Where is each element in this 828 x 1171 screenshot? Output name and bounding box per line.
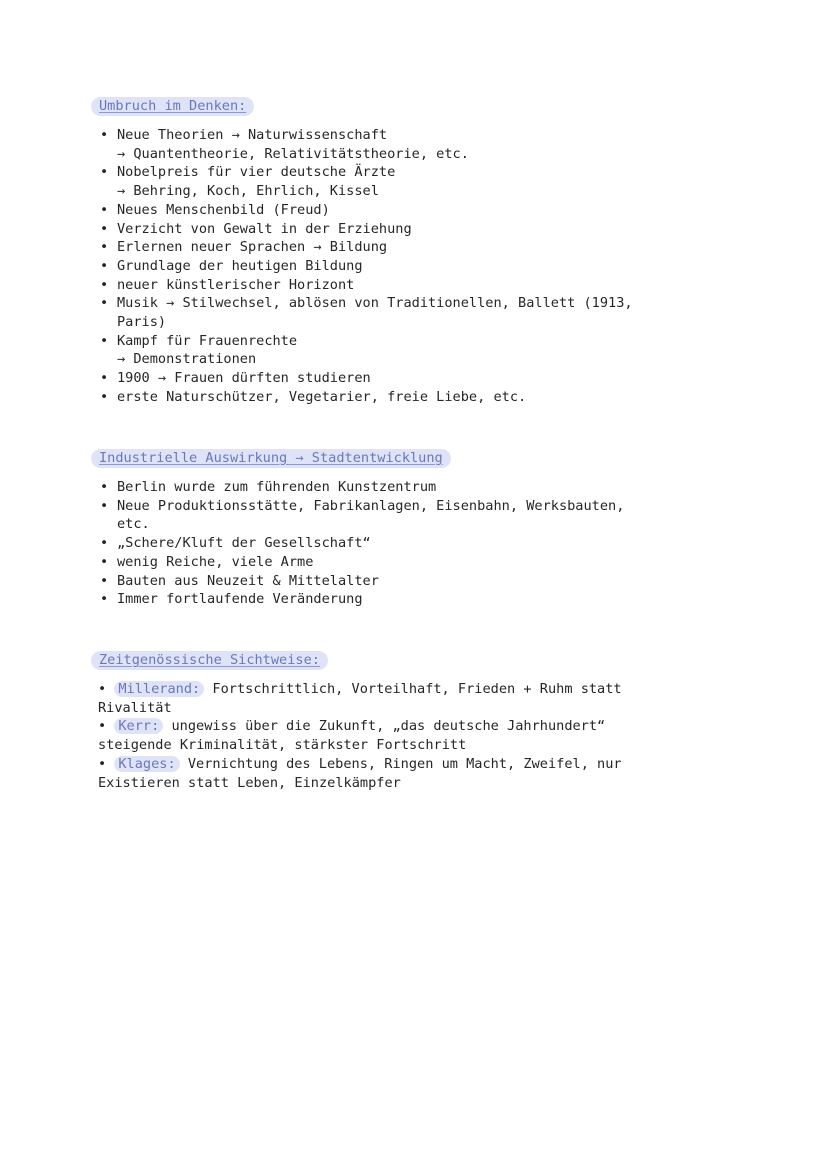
bullet-icon: • — [100, 479, 109, 495]
list-item — [92, 590, 712, 609]
item-text: Neues Menschenbild (Freud) — [117, 201, 330, 218]
list-item — [92, 163, 712, 200]
list-item — [92, 497, 712, 534]
item-text-continued: Paris) — [117, 314, 167, 331]
bullet-icon: • — [100, 535, 109, 552]
item-text: Neue Produktionsstätte, Fabrikanlagen, Eisenbahn, Werksbauten, — [117, 497, 625, 514]
item-text: Erlernen neuer Sprachen → Bildung — [117, 239, 388, 256]
item-text: Bauten aus Neuzeit & Mittelalter — [117, 572, 379, 589]
opinion-list — [92, 680, 712, 792]
section-umbruch — [92, 97, 712, 407]
item-subpoint: → Quantentheorie, Relativitätstheorie, etc. — [117, 145, 469, 162]
bullet-icon: • — [100, 295, 109, 312]
opinion-line — [98, 755, 712, 774]
section-heading: Zeitgenössische Sichtweise: — [91, 651, 328, 670]
author-name: Kerr: — [114, 718, 163, 734]
list-item — [92, 201, 712, 220]
list-item — [92, 294, 712, 331]
bullet-icon: • — [100, 239, 109, 256]
bullet-icon: • — [100, 591, 109, 608]
opinion-text: Vernichtung des Lebens, Ringen um Macht, Zweifel, nur — [179, 755, 622, 772]
author-name: Millerand: — [114, 681, 204, 697]
list-item — [92, 478, 712, 497]
list-item — [92, 572, 712, 591]
section-zeitgenoessische-sichtweise — [92, 651, 712, 792]
list-item — [92, 388, 712, 407]
bullet-icon: • — [98, 681, 115, 697]
item-text: neuer künstlerischer Horizont — [117, 276, 355, 293]
list-item — [92, 220, 712, 239]
bullet-icon: • — [100, 370, 109, 387]
item-text: Musik → Stilwechsel, ablösen von Traditionellen, Ballett (1913, — [117, 295, 633, 312]
bullet-icon: • — [98, 718, 115, 735]
bullet-icon: • — [100, 332, 109, 349]
list-item — [92, 257, 712, 276]
author-name: Klages: — [114, 756, 179, 772]
bullet-icon: • — [100, 164, 109, 181]
opinion-text: Fortschrittlich, Vorteilhaft, Frieden + Ruhm statt — [204, 681, 622, 697]
list-item — [92, 332, 712, 369]
opinion-text-continued: Rivalität — [98, 699, 172, 716]
list-item — [92, 553, 712, 572]
item-text: erste Naturschützer, Vegetarier, freie Liebe, etc. — [117, 388, 527, 405]
bullet-list — [92, 478, 712, 609]
bullet-icon: • — [100, 497, 109, 514]
item-subpoint: → Behring, Koch, Ehrlich, Kissel — [117, 183, 379, 200]
bullet-icon: • — [100, 388, 109, 405]
bullet-icon: • — [100, 553, 109, 570]
item-text: „Schere/Kluft der Gesellschaft“ — [117, 535, 371, 552]
bullet-icon: • — [100, 127, 109, 143]
list-item — [92, 534, 712, 553]
opinion-line — [98, 717, 712, 736]
item-text: Immer fortlaufende Veränderung — [117, 591, 363, 608]
bullet-icon: • — [100, 572, 109, 589]
bullet-list — [92, 126, 712, 407]
bullet-icon: • — [100, 276, 109, 293]
opinion-text-continued: Existieren statt Leben, Einzelkämpfer — [98, 774, 401, 791]
item-text: Berlin wurde zum führenden Kunstzentrum — [117, 479, 437, 495]
item-text: Grundlage der heutigen Bildung — [117, 257, 363, 274]
opinion-text: ungewiss über die Zukunft, „das deutsche Jahrhundert“ — [163, 718, 606, 735]
item-subpoint: → Demonstrationen — [117, 351, 257, 368]
list-item — [92, 238, 712, 257]
section-industrielle-auswirkung — [92, 449, 712, 609]
bullet-icon: • — [100, 257, 109, 274]
bullet-icon: • — [98, 755, 115, 772]
section-heading: Umbruch im Denken: — [91, 97, 254, 116]
bullet-icon: • — [100, 201, 109, 218]
list-item — [92, 276, 712, 295]
section-heading: Industrielle Auswirkung → Stadtentwicklung — [91, 449, 451, 468]
bullet-icon: • — [100, 220, 109, 237]
item-text: wenig Reiche, viele Arme — [117, 553, 314, 570]
item-text-continued: etc. — [117, 516, 150, 533]
item-text: 1900 → Frauen dürften studieren — [117, 370, 371, 387]
item-text: Nobelpreis für vier deutsche Ärzte — [117, 164, 396, 181]
list-item — [92, 126, 712, 163]
opinion-line — [98, 680, 712, 699]
item-text: Neue Theorien → Naturwissenschaft — [117, 127, 388, 143]
opinion-text-continued: steigende Kriminalität, stärkster Fortschritt — [98, 737, 467, 754]
item-text: Kampf für Frauenrechte — [117, 332, 298, 349]
list-item — [92, 369, 712, 388]
item-text: Verzicht von Gewalt in der Erziehung — [117, 220, 412, 237]
